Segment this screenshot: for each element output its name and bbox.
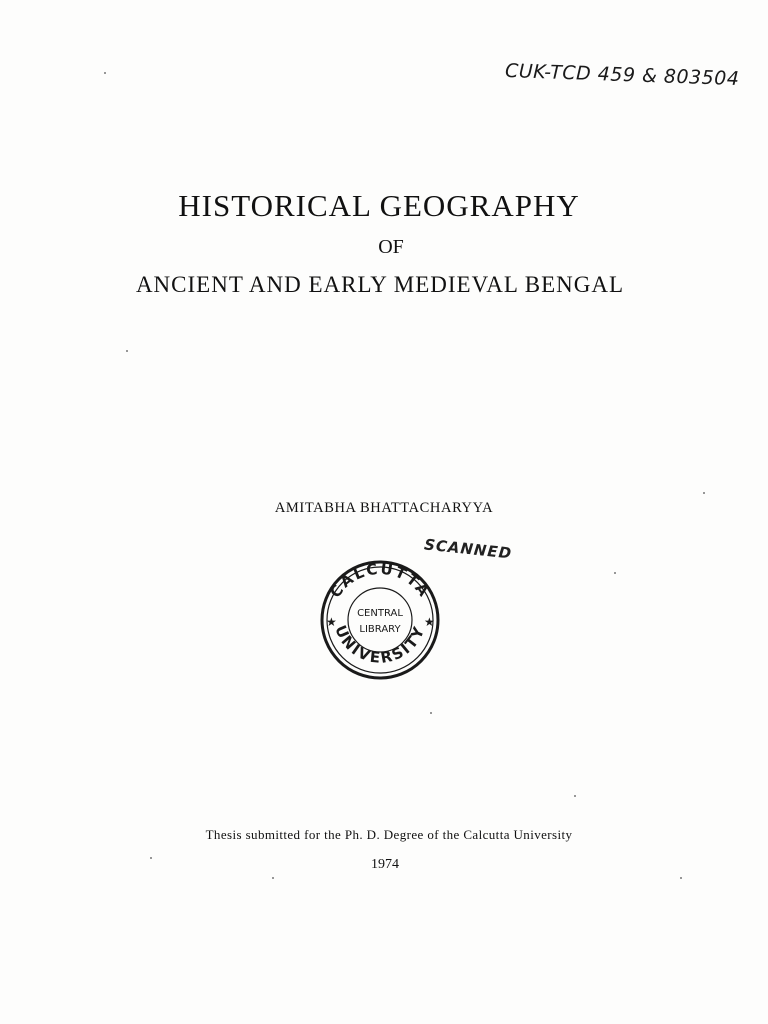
scan-speck (104, 72, 106, 74)
scan-speck (126, 350, 128, 352)
thesis-submission-note: Thesis submitted for the Ph. D. Degree of the Calcutta University (205, 827, 573, 842)
scan-speck (574, 795, 576, 797)
svg-text:★: ★ (424, 615, 435, 629)
scan-speck (614, 572, 616, 574)
scan-speck (430, 712, 432, 714)
scan-speck (703, 492, 705, 494)
title-subtitle: ANCIENT AND EARLY MEDIEVAL BENGAL (135, 272, 625, 297)
author-name: AMITABHA BHATTACHARYYA (274, 500, 494, 516)
seal-center-line2: LIBRARY (359, 624, 401, 635)
svg-text:CALCUTTA: CALCUTTA (326, 559, 434, 602)
title-main: HISTORICAL GEOGRAPHY (178, 188, 580, 223)
svg-text:UNIVERSITY: UNIVERSITY (331, 622, 429, 667)
title-connector: OF (378, 236, 404, 258)
svg-text:★: ★ (326, 615, 337, 629)
library-seal-icon (310, 550, 450, 680)
handwritten-reference-note: CUK-TCD 459 & 803504 (504, 59, 740, 91)
year: 1974 (371, 857, 399, 872)
scan-speck (680, 877, 682, 879)
scan-speck (272, 877, 274, 879)
seal-center-line1: CENTRAL (357, 608, 403, 619)
scan-speck (150, 857, 152, 859)
scanned-stamp: SCANNED (423, 535, 513, 563)
